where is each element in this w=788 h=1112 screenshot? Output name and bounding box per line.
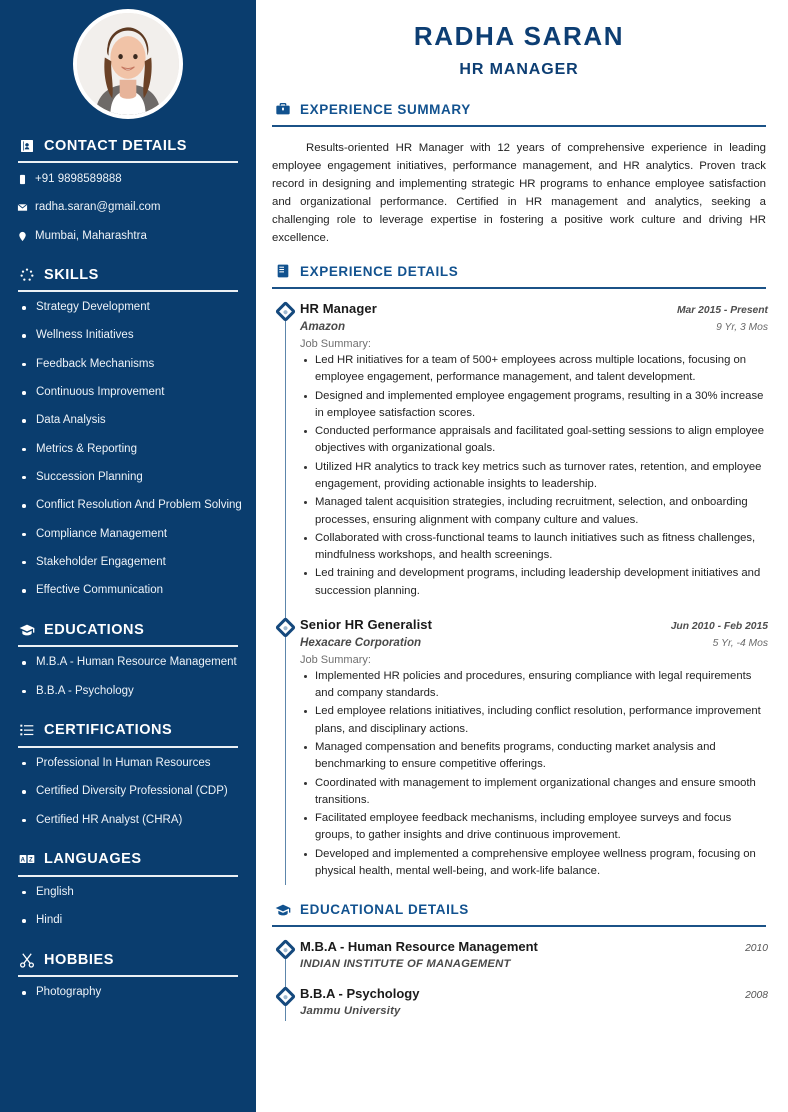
contact-value: radha.saran@gmail.com [35, 201, 161, 214]
list-item: Stakeholder Engagement [14, 556, 242, 570]
list-item: Conflict Resolution And Problem Solving [14, 499, 242, 513]
phone-icon [16, 172, 29, 186]
contact-value: +91 9898589888 [35, 173, 122, 185]
job-summary-label: Job Summary: [300, 337, 371, 350]
list-item: Certified Diversity Professional (CDP) [14, 785, 242, 799]
sidebar-heading-hobbies [14, 942, 242, 974]
page-subtitle: HR MANAGER [459, 60, 579, 78]
divider [18, 746, 238, 748]
graduation-cap-icon [18, 621, 35, 638]
divider [272, 925, 766, 927]
list-item: Feedback Mechanisms [14, 358, 242, 372]
list-item: Professional In Human Resources [14, 757, 242, 771]
sidebar-section-educations [0, 612, 256, 698]
job-title: Senior HR Generalist [300, 616, 433, 632]
header-name-block [270, 0, 768, 85]
timeline-diamond-icon [274, 986, 295, 1007]
list-item: Wellness Initiatives [14, 329, 242, 343]
hobbies-list [14, 986, 242, 1000]
skills-dots-icon [18, 266, 35, 283]
list-item: Photography [14, 986, 242, 1000]
heading-experience-details [270, 263, 768, 280]
sidebar-heading-certifications [14, 713, 242, 745]
sidebar-section-contact [0, 128, 256, 243]
avatar [73, 9, 183, 119]
sidebar-section-skills [0, 257, 256, 598]
sidebar-section-hobbies [0, 942, 256, 1000]
experience-title-row [300, 301, 768, 316]
sidebar-section-certifications [0, 713, 256, 827]
avatar-wrapper [0, 0, 256, 128]
education-title: B.B.A - Psychology [300, 986, 420, 1002]
job-duration: 5 Yr, -4 Mos [712, 637, 768, 649]
divider [18, 875, 238, 877]
list-item: Led training and development programs, including leadership development initiatives and succession planning. [300, 565, 768, 600]
sidebar-heading-label: SKILLS [44, 266, 99, 283]
education-institute: INDIAN INSTITUTE OF MANAGEMENT [300, 958, 511, 971]
job-bullet-list [300, 352, 768, 600]
experience-timeline [270, 301, 768, 885]
list-item: Led employee relations initiatives, including conflict resolution, performance improvement plans, and disciplinary actions. [300, 703, 768, 738]
page-title: RADHA SARAN [413, 21, 625, 51]
list-item: Data Analysis [14, 414, 242, 428]
experience-entry [300, 617, 768, 885]
list-item: Designed and implemented employee engagement programs, resulting in a 30% increase in employee satisfaction scores. [300, 388, 768, 423]
list-item: B.B.A - Psychology [14, 685, 242, 699]
scissors-icon [18, 951, 35, 968]
section-experience-summary [270, 101, 768, 247]
education-year: 2008 [745, 990, 768, 1002]
sidebar [0, 0, 256, 1112]
list-item: Managed talent acquisition strategies, including recruitment, selection, and onboarding processes, ensuring alignment with company culture and values. [300, 494, 768, 529]
contact-email[interactable] [16, 200, 242, 214]
education-entry [300, 986, 768, 1021]
list-item: Managed compensation and benefits programs, conducting market analysis and benchmarking to ensure competitive offerings. [300, 739, 768, 774]
experience-org-row [300, 636, 768, 649]
job-dates: Mar 2015 - Present [676, 304, 768, 316]
timeline-diamond-icon [274, 939, 295, 960]
list-item: Succession Planning [14, 471, 242, 485]
briefcase-icon [274, 101, 291, 118]
list-item: Led HR initiatives for a team of 500+ employees across multiple locations, focusing on employee engagement, performance management, and talent development. [300, 352, 768, 387]
divider [272, 287, 766, 289]
job-title: HR Manager [300, 300, 377, 316]
list-item: M.B.A - Human Resource Management [14, 656, 242, 670]
heading-label: EDUCATIONAL DETAILS [300, 902, 469, 918]
heading-label: EXPERIENCE SUMMARY [300, 101, 471, 117]
experience-org-row [300, 320, 768, 333]
list-item: Facilitated employee feedback mechanisms, including employee surveys and focus groups, to gather insights and drive continuous improvement. [300, 810, 768, 845]
sidebar-heading-languages [14, 842, 242, 874]
contact-card-icon [18, 137, 35, 154]
sidebar-heading-contact [14, 128, 242, 160]
list-item: Compliance Management [14, 528, 242, 542]
list-item: Hindi [14, 914, 242, 928]
experience-summary-text: Results-oriented HR Manager with 12 years of comprehensive experience in leading employee engagement initiatives, performance management, and HR analytics. Proven track record in designing and implementing strategic HR programs to enhance employee satisfaction and organizational performance. Certified in HR management and analytics, seeking a challenging role to leverage expertise in fostering a positive work culture and driving HR excellence. [272, 141, 766, 244]
job-dates: Jun 2010 - Feb 2015 [670, 620, 768, 632]
contact-value: Mumbai, Maharashtra [35, 229, 147, 242]
sidebar-heading-educations [14, 612, 242, 644]
educations-list [14, 656, 242, 698]
experience-entry [300, 301, 768, 617]
divider [18, 290, 238, 292]
contact-phone[interactable] [16, 172, 242, 186]
education-title: M.B.A - Human Resource Management [300, 939, 538, 955]
contact-location[interactable] [16, 229, 242, 243]
job-organization: Hexacare Corporation [300, 635, 422, 649]
sidebar-section-languages [0, 842, 256, 928]
divider [18, 161, 238, 163]
translate-icon [18, 851, 35, 868]
education-year: 2010 [745, 943, 768, 955]
list-item: Coordinated with management to implement organizational changes and ensure smooth transitions. [300, 775, 768, 810]
skills-list [14, 301, 242, 598]
divider [18, 975, 238, 977]
languages-list [14, 886, 242, 928]
education-title-row [300, 939, 768, 954]
main-content [256, 0, 788, 1112]
list-item: Continuous Improvement [14, 386, 242, 400]
job-duration: 9 Yr, 3 Mos [716, 321, 768, 333]
list-item: English [14, 886, 242, 900]
certifications-list [14, 757, 242, 827]
contact-list [14, 172, 242, 243]
svg-text:Z: Z [28, 857, 33, 864]
experience-title-row [300, 617, 768, 632]
job-organization: Amazon [300, 319, 346, 333]
sidebar-heading-label: HOBBIES [44, 951, 114, 968]
list-item: Strategy Development [14, 301, 242, 315]
sidebar-heading-label: CERTIFICATIONS [44, 722, 173, 739]
section-educational-details [270, 901, 768, 1021]
heading-label: EXPERIENCE DETAILS [300, 263, 459, 279]
sidebar-heading-skills [14, 257, 242, 289]
list-item: Developed and implemented a comprehensive employee wellness program, focusing on physical health, mental well-being, and work-life balance. [300, 846, 768, 881]
education-entry [300, 939, 768, 986]
education-timeline [270, 939, 768, 1021]
list-item: Certified HR Analyst (CHRA) [14, 814, 242, 828]
list-item: Metrics & Reporting [14, 443, 242, 457]
education-title-row [300, 986, 768, 1001]
divider [18, 645, 238, 647]
list-item: Implemented HR policies and procedures, ensuring compliance with legal requirements and company standards. [300, 668, 768, 703]
education-institute: Jammu University [300, 1005, 401, 1018]
timeline-diamond-icon [274, 617, 295, 638]
list-item: Conducted performance appraisals and facilitated goal-setting sessions to align employee objectives with organizational goals. [300, 423, 768, 458]
envelope-icon [16, 200, 29, 214]
timeline-diamond-icon [274, 301, 295, 322]
sidebar-heading-label: EDUCATIONS [44, 621, 145, 638]
heading-experience-summary [270, 101, 768, 118]
sidebar-heading-label: CONTACT DETAILS [44, 137, 188, 154]
book-icon [274, 263, 291, 280]
heading-educational-details [270, 901, 768, 918]
section-experience-details [270, 263, 768, 885]
list-item: Collaborated with cross-functional teams to launch initiatives such as fitness challenges, mindfulness workshops, and health screenings. [300, 530, 768, 565]
svg-text:A: A [20, 857, 25, 864]
list-item: Utilized HR analytics to track key metrics such as turnover rates, retention, and employee engagement, providing actionable insights to leadership. [300, 459, 768, 494]
job-bullet-list [300, 668, 768, 880]
job-summary-label: Job Summary: [300, 653, 371, 666]
location-icon [16, 229, 29, 243]
list-icon [18, 722, 35, 739]
avatar-illustration [77, 13, 179, 115]
graduation-cap-icon [274, 901, 291, 918]
sidebar-heading-label: LANGUAGES [44, 851, 142, 868]
list-item: Effective Communication [14, 584, 242, 598]
